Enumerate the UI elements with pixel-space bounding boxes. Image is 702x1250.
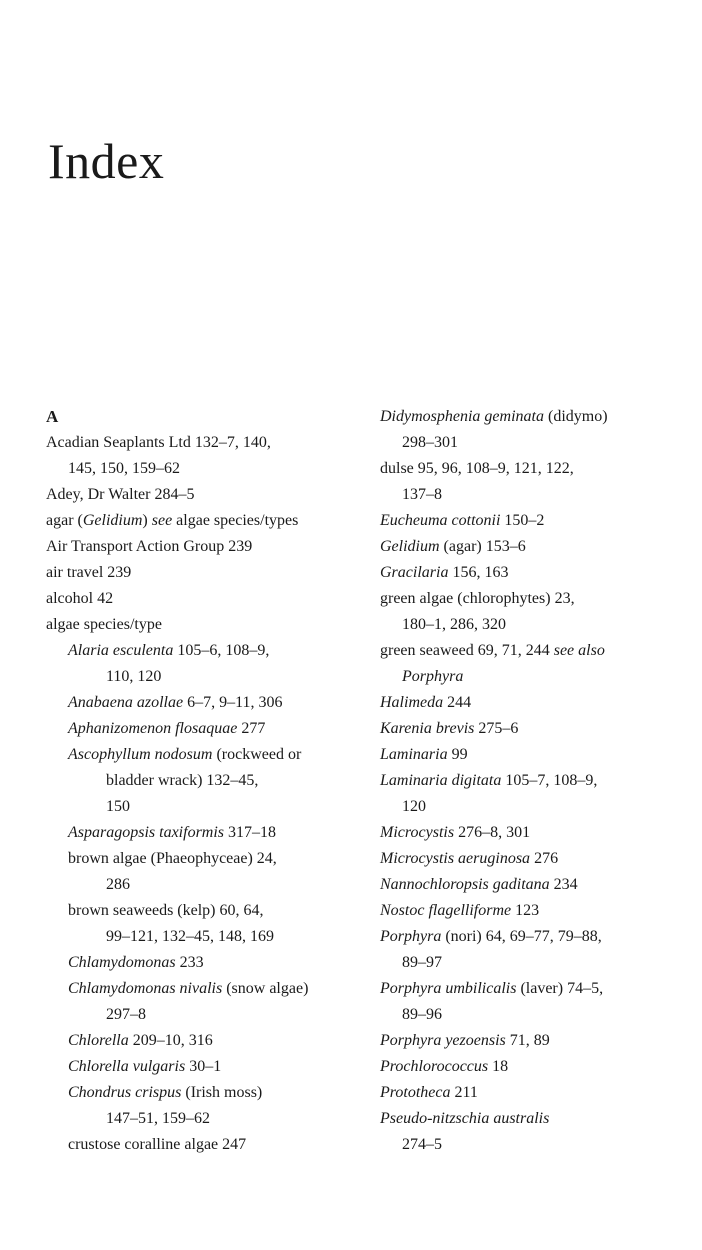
entry-continuation-line	[380, 950, 700, 976]
entry-line	[380, 924, 700, 950]
entry-continuation-line	[46, 872, 366, 898]
entry-line	[380, 898, 700, 924]
entry-text: 110, 120	[106, 668, 162, 685]
italic-term: Microcystis aeruginosa	[380, 850, 531, 867]
entry-line	[380, 508, 700, 534]
index-entry	[380, 716, 700, 742]
entry-text: (rockweed or	[212, 746, 302, 763]
entry-text: 275–6	[474, 720, 519, 737]
entry-line	[380, 846, 700, 872]
italic-term: Aphanizomenon flosaquae	[68, 720, 238, 737]
index-subentry	[46, 1054, 366, 1080]
index-subentry	[46, 820, 366, 846]
index-entry	[46, 534, 366, 560]
entry-text: green seaweed 69, 71, 244	[380, 642, 554, 659]
index-entry	[46, 560, 366, 586]
entry-line	[380, 690, 700, 716]
entry-text: algae species/types	[172, 512, 299, 529]
index-subentry	[46, 976, 366, 1028]
entry-text: Acadian Seaplants Ltd 132–7, 140,	[46, 434, 271, 451]
index-entry	[380, 1054, 700, 1080]
entry-text: 317–18	[224, 824, 277, 841]
entry-continuation-line	[46, 1002, 366, 1028]
entry-line	[46, 820, 366, 846]
entry-text: (laver) 74–5,	[516, 980, 604, 997]
index-subentry	[46, 1080, 366, 1132]
italic-term: Chondrus crispus	[68, 1084, 182, 1101]
italic-term: Gelidium	[380, 538, 440, 555]
index-column-right	[380, 404, 700, 1158]
entry-text: (didymo)	[543, 408, 608, 425]
entry-text: algae species/type	[46, 616, 162, 633]
entry-text: 105–6, 108–9,	[173, 642, 270, 659]
entry-line	[46, 1054, 366, 1080]
entry-continuation-line	[46, 768, 366, 794]
entry-text: 99	[447, 746, 468, 763]
index-entry	[380, 846, 700, 872]
entry-line	[380, 742, 700, 768]
index-entry	[380, 690, 700, 716]
entry-line	[46, 508, 366, 534]
entry-text: 150	[106, 798, 130, 815]
entry-text: 120	[402, 798, 426, 815]
entry-line	[46, 586, 366, 612]
entry-continuation-line	[380, 612, 700, 638]
entry-line	[380, 586, 700, 612]
entry-continuation-line	[380, 1002, 700, 1028]
index-entry	[380, 586, 700, 638]
italic-term: Nannochloropsis gaditana	[380, 876, 550, 893]
index-entry	[380, 768, 700, 820]
index-entry	[380, 872, 700, 898]
entry-text: 276	[530, 850, 559, 867]
entry-line	[380, 872, 700, 898]
index-entry	[380, 820, 700, 846]
entry-continuation-line	[46, 794, 366, 820]
italic-term: Laminaria	[380, 746, 448, 763]
index-column-left	[46, 404, 366, 1158]
entry-text: (agar) 153–6	[439, 538, 526, 555]
index-entry	[380, 638, 700, 690]
italic-term: Prototheca	[380, 1084, 451, 1101]
entry-text: 233	[175, 954, 204, 971]
entry-line	[380, 1106, 700, 1132]
entry-line	[46, 534, 366, 560]
italic-term: Chlorella vulgaris	[68, 1058, 186, 1075]
entry-text: crustose coralline algae 247	[68, 1136, 247, 1153]
italic-term: Nostoc flagelliforme	[380, 902, 512, 919]
entry-line	[46, 430, 366, 456]
entry-line	[380, 404, 700, 430]
entry-line	[46, 1028, 366, 1054]
entry-continuation-line	[380, 794, 700, 820]
entry-line	[46, 1080, 366, 1106]
entry-text: 298–301	[402, 434, 458, 451]
italic-term: Chlorella	[68, 1032, 129, 1049]
italic-term: Gracilaria	[380, 564, 449, 581]
entry-line	[380, 1054, 700, 1080]
entry-line	[46, 716, 366, 742]
entry-text: 156, 163	[448, 564, 509, 581]
entry-text: 30–1	[185, 1058, 222, 1075]
italic-term: Eucheuma cottonii	[380, 512, 501, 529]
entry-text: green algae (chlorophytes) 23,	[380, 590, 575, 607]
entry-text: 276–8, 301	[454, 824, 531, 841]
italic-term: see	[151, 512, 173, 529]
entry-line	[380, 1028, 700, 1054]
entry-text: 211	[450, 1084, 478, 1101]
index-entry	[380, 1106, 700, 1158]
italic-term: Prochlorococcus	[380, 1058, 489, 1075]
entry-text: 180–1, 286, 320	[402, 616, 506, 633]
entry-line	[380, 534, 700, 560]
entry-text: )	[142, 512, 152, 529]
entry-line	[46, 690, 366, 716]
italic-term: Alaria esculenta	[68, 642, 174, 659]
entry-line	[380, 1080, 700, 1106]
index-subentry	[46, 898, 366, 950]
entry-text: 6–7, 9–11, 306	[183, 694, 283, 711]
entry-line	[46, 482, 366, 508]
italic-term: Gelidium	[82, 512, 143, 529]
entry-text: 277	[237, 720, 266, 737]
index-entry	[46, 586, 366, 612]
entry-line	[380, 820, 700, 846]
index-entry	[46, 430, 366, 482]
index-entry	[380, 1080, 700, 1106]
italic-term: Karenia brevis	[380, 720, 475, 737]
entry-text: 297–8	[106, 1006, 146, 1023]
entry-continuation-line	[46, 1106, 366, 1132]
entry-text: bladder wrack) 132–45,	[106, 772, 259, 789]
italic-term: Porphyra yezoensis	[380, 1032, 506, 1049]
entry-list-right	[380, 404, 700, 1158]
entry-continuation-line	[380, 664, 700, 690]
entry-line	[380, 456, 700, 482]
index-subentry	[46, 1028, 366, 1054]
entry-text: agar (	[46, 512, 83, 529]
entry-line	[380, 768, 700, 794]
page-title: Index	[48, 133, 165, 189]
italic-term: Asparagopsis taxiformis	[68, 824, 225, 841]
index-entry	[380, 976, 700, 1028]
index-subentry	[46, 1132, 366, 1158]
entry-text: 18	[488, 1058, 509, 1075]
entry-text: 137–8	[402, 486, 442, 503]
index-entry	[380, 1028, 700, 1054]
italic-term: Microcystis	[380, 824, 455, 841]
index-subentry	[46, 716, 366, 742]
entry-text: alcohol 42	[46, 590, 114, 607]
entry-line	[46, 950, 366, 976]
entry-line	[46, 976, 366, 1002]
entry-text: 274–5	[402, 1136, 442, 1153]
entry-text: 123	[511, 902, 540, 919]
index-subentry	[46, 950, 366, 976]
entry-line	[46, 1132, 366, 1158]
entry-text: brown algae (Phaeophyceae) 24,	[68, 850, 277, 867]
entry-text: air travel 239	[46, 564, 132, 581]
entry-line	[380, 638, 700, 664]
entry-text: 145, 150, 159–62	[68, 460, 180, 477]
index-entry	[380, 534, 700, 560]
italic-term: Porphyra umbilicalis	[380, 980, 517, 997]
index-entry	[46, 482, 366, 508]
entry-text: 209–10, 316	[128, 1032, 213, 1049]
entry-line	[46, 898, 366, 924]
entry-text: 89–96	[402, 1006, 442, 1023]
index-subentry	[46, 690, 366, 716]
entry-continuation-line	[46, 664, 366, 690]
italic-term: Halimeda	[380, 694, 444, 711]
index-entry	[380, 456, 700, 508]
index-entry	[380, 742, 700, 768]
entry-text: 71, 89	[505, 1032, 550, 1049]
entry-line	[46, 560, 366, 586]
italic-term: Porphyra	[380, 928, 442, 945]
index-subentry	[46, 742, 366, 820]
index-entry	[380, 560, 700, 586]
index-entry	[380, 508, 700, 534]
entry-line	[46, 612, 366, 638]
entry-text: (nori) 64, 69–77, 79–88,	[441, 928, 602, 945]
entry-text: dulse 95, 96, 108–9, 121, 122,	[380, 460, 574, 477]
entry-continuation-line	[46, 924, 366, 950]
entry-line	[380, 976, 700, 1002]
entry-line	[380, 716, 700, 742]
index-subentry	[46, 846, 366, 898]
entry-continuation-line	[380, 1132, 700, 1158]
italic-term: Porphyra	[402, 668, 464, 685]
entry-text: 99–121, 132–45, 148, 169	[106, 928, 274, 945]
italic-term: Pseudo-nitzschia australis	[380, 1110, 550, 1127]
entry-text: Adey, Dr Walter 284–5	[46, 486, 195, 503]
index-subentry	[46, 638, 366, 690]
italic-term: see also	[553, 642, 605, 659]
entry-text: 105–7, 108–9,	[501, 772, 598, 789]
entry-continuation-line	[380, 430, 700, 456]
italic-term: Chlamydomonas nivalis	[68, 980, 223, 997]
italic-term: Laminaria digitata	[380, 772, 502, 789]
entry-line	[46, 846, 366, 872]
entry-line	[46, 638, 366, 664]
entry-text: brown seaweeds (kelp) 60, 64,	[68, 902, 264, 919]
index-entry	[46, 612, 366, 638]
entry-text: (snow algae)	[222, 980, 309, 997]
index-entry	[46, 508, 366, 534]
index-entry	[380, 924, 700, 976]
italic-term: Didymosphenia geminata	[380, 408, 544, 425]
entry-text: Air Transport Action Group 239	[46, 538, 253, 555]
entry-continuation-line	[46, 456, 366, 482]
index-entry	[380, 404, 700, 456]
section-letter: A	[46, 407, 59, 426]
entry-continuation-line	[380, 482, 700, 508]
entry-line	[46, 742, 366, 768]
entry-list-left	[46, 430, 366, 1158]
entry-text: 286	[106, 876, 130, 893]
entry-text: 234	[549, 876, 578, 893]
italic-term: Ascophyllum nodosum	[68, 746, 213, 763]
italic-term: Chlamydomonas	[68, 954, 176, 971]
italic-term: Anabaena azollae	[68, 694, 184, 711]
entry-text: 89–97	[402, 954, 442, 971]
entry-text: 147–51, 159–62	[106, 1110, 210, 1127]
entry-text: 150–2	[500, 512, 545, 529]
entry-text: (Irish moss)	[181, 1084, 263, 1101]
entry-line	[380, 560, 700, 586]
index-entry	[380, 898, 700, 924]
entry-text: 244	[443, 694, 472, 711]
